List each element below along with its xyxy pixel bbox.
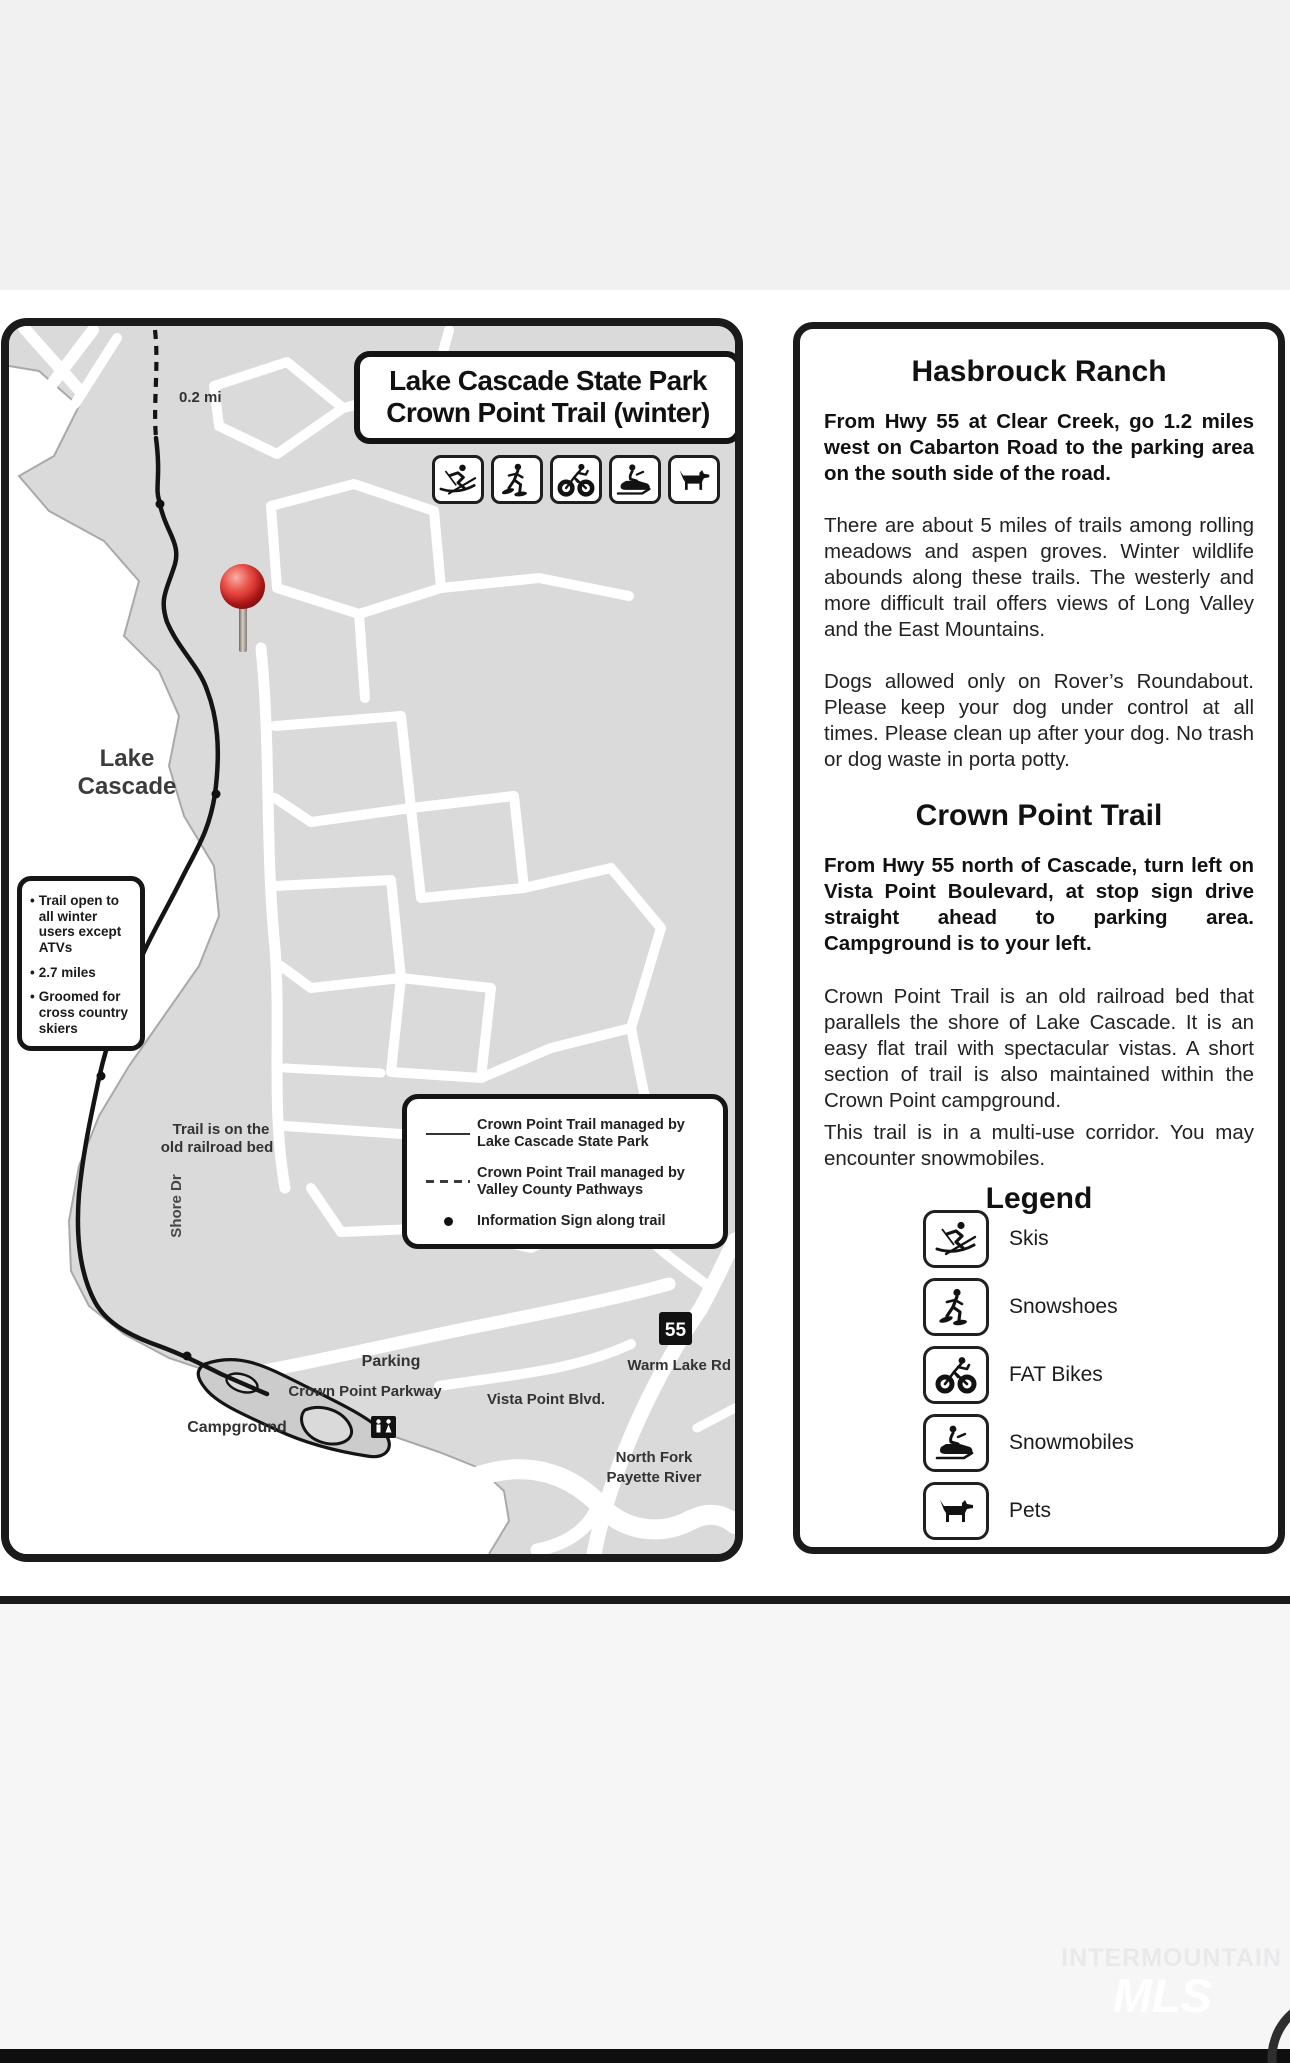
railroad-note-1: Trail is on the	[172, 1121, 270, 1138]
bullet-marker: •	[30, 989, 35, 1005]
map-title-line1: Lake Cascade State Park	[389, 365, 707, 396]
parking-label: Parking	[361, 1353, 421, 1370]
legend-text: Valley County Pathways	[477, 1181, 644, 1198]
pushpin-stem	[239, 604, 247, 652]
top-background-band	[0, 0, 1290, 290]
map-title-line2: Crown Point Trail (winter)	[386, 396, 710, 428]
dashed-line-symbol	[426, 1180, 470, 1183]
skis-icon	[923, 1210, 989, 1268]
section-heading-crown-point: Crown Point Trail	[915, 799, 1163, 833]
legend-text: Crown Point Trail managed by	[477, 1165, 685, 1182]
legend-row-skis	[923, 1210, 1254, 1268]
snowshoer-icon	[491, 455, 543, 504]
bullet-marker: •	[30, 964, 35, 980]
campground-label: Campground	[187, 1419, 287, 1436]
river-label-1: North Fork	[615, 1449, 693, 1466]
pets-icon	[923, 1482, 989, 1540]
legend-row-pets	[923, 1482, 1254, 1540]
river-label-2: Payette River	[606, 1469, 702, 1486]
snowmobiles-icon	[923, 1414, 989, 1472]
crown-point-directions: From Hwy 55 north of Cascade, turn left on Vista Point Boulevard, at stop sign drive straight ahead to parking area. Campground is to your left.	[824, 854, 1254, 956]
trail-note-text: Trail open to all winter users except ATVs	[38, 893, 122, 955]
crown-point-para2: This trail is in a multi-use corridor. You may encounter snowmobiles.	[824, 1120, 1254, 1170]
legend-label: Skis	[1009, 1226, 1049, 1250]
restroom-icon	[371, 1416, 396, 1438]
map-legend-box	[402, 1094, 728, 1249]
bullet-marker: •	[30, 893, 35, 908]
trail-info-panel	[793, 322, 1285, 1554]
trail-note-item	[30, 989, 134, 1036]
horizontal-divider-line	[0, 1596, 1290, 1604]
legend-text: Crown Point Trail managed by	[477, 1117, 685, 1133]
dog-icon	[668, 455, 720, 504]
trail-notes-box	[17, 876, 145, 1051]
trail-note-item	[30, 965, 134, 981]
solid-line-symbol	[426, 1133, 470, 1135]
legend-row-fat-bikes	[923, 1346, 1254, 1404]
legend-heading: Legend	[985, 1181, 1093, 1215]
lake-label-2: Cascade	[77, 773, 177, 800]
hasbrouck-para1: There are about 5 miles of trails among rolling meadows and aspen groves. Winter wildlife abounds along these trails. The westerly and more difficult trail offers views of Long Valley and the East Mountains.	[824, 514, 1254, 642]
snowmobile-icon	[609, 455, 661, 504]
scale-label: 0.2 mi	[179, 389, 222, 406]
crown-point-parkway-label: Crown Point Parkway	[288, 1383, 442, 1400]
skier-icon	[432, 455, 484, 504]
shore-dr-label: Shore Dr	[168, 1174, 185, 1238]
snowshoes-icon	[923, 1278, 989, 1336]
warm-lake-rd-label: Warm Lake Rd	[627, 1357, 731, 1374]
trail-map-card	[1, 318, 743, 1562]
fat-bike-icon	[550, 455, 602, 504]
railroad-note-2: old railroad bed	[160, 1139, 274, 1156]
mls-watermark-text: INTERMOUNTAIN	[1061, 1944, 1282, 1972]
legend-text: Information Sign along trail	[477, 1213, 666, 1230]
legend-label: Snowshoes	[1009, 1294, 1118, 1318]
section-heading-hasbrouck: Hasbrouck Ranch	[911, 355, 1167, 388]
legend-row-snowmobiles	[923, 1414, 1254, 1472]
legend-label: Snowmobiles	[1009, 1430, 1134, 1454]
dot-symbol	[444, 1217, 453, 1226]
svg-text:55: 55	[664, 1320, 687, 1341]
legend-label: Pets	[1009, 1498, 1052, 1522]
bottom-black-bar	[0, 2049, 1290, 2063]
map-legend-item	[419, 1213, 715, 1230]
lake-label-1: Lake	[99, 745, 155, 772]
map-legend-item	[419, 1165, 715, 1198]
trail-note-text: 2.7 miles	[38, 964, 96, 980]
fat-bikes-icon	[923, 1346, 989, 1404]
crown-point-para1: Crown Point Trail is an old railroad bed that parallels the shore of Lake Cascade. It is an easy flat trail with spectacular vistas. A short section of trail is also maintained within the Crown Point campground.	[824, 984, 1254, 1112]
activity-icon-row	[432, 455, 720, 504]
hasbrouck-directions: From Hwy 55 at Clear Creek, go 1.2 miles west on Cabarton Road to the parking area on the south side of the road.	[824, 410, 1254, 486]
legend-text: Lake Cascade State Park	[477, 1133, 649, 1150]
trail-note-text: Groomed for cross country skiers	[38, 989, 129, 1036]
vista-point-blvd-label: Vista Point Blvd.	[486, 1391, 606, 1408]
map-title-box	[354, 351, 742, 444]
highway-55-shield	[659, 1312, 692, 1345]
hasbrouck-para2: Dogs allowed only on Rover’s Roundabout. Please keep your dog under control at all times. Please clean up after your dog. No trash or dog waste in porta potty.	[824, 670, 1254, 772]
map-legend-item	[419, 1117, 715, 1150]
mls-watermark-logo: MLS	[1112, 1969, 1212, 2022]
trail-note-item	[30, 893, 134, 956]
legend-label: FAT Bikes	[1009, 1362, 1103, 1386]
location-pushpin[interactable]	[220, 564, 265, 609]
legend-row-snowshoes	[923, 1278, 1254, 1336]
bottom-background-band	[0, 1604, 1290, 2049]
